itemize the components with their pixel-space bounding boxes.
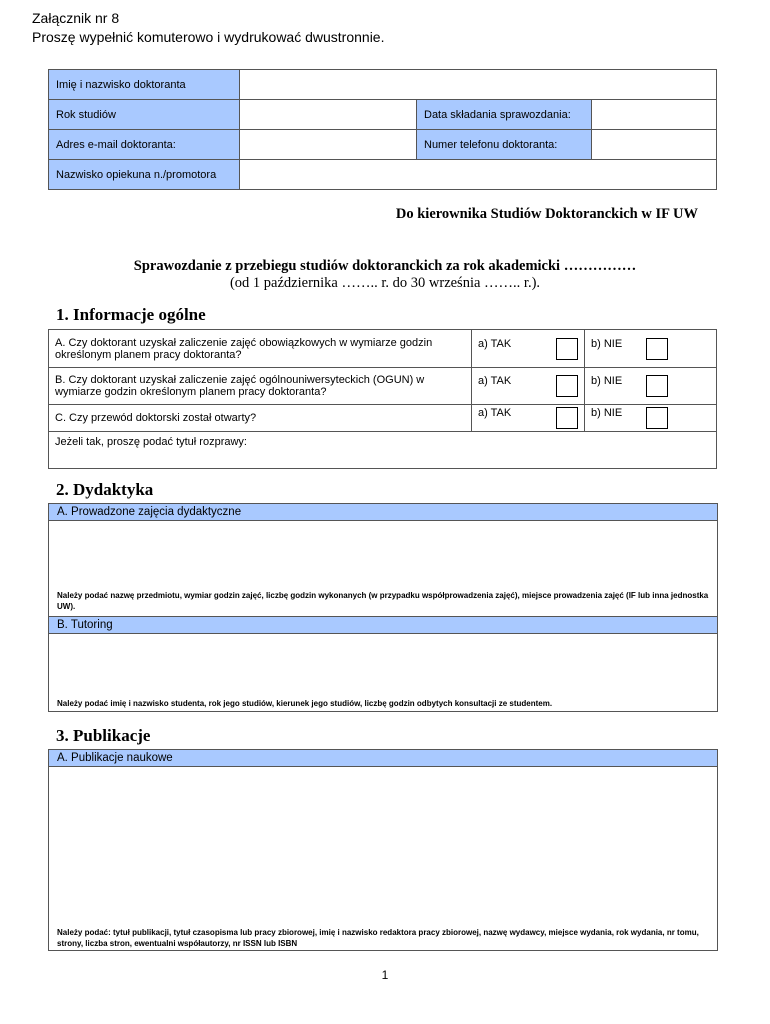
section-3-title: 3. Publikacje	[56, 726, 151, 745]
thesis-title-field[interactable]	[49, 432, 717, 469]
teaching-note: Należy podać nazwę przedmiotu, wymiar godzin zajęć, liczbę godzin wykonanych (w przypadku współprowadzenia zajęć), miejsce prowadzenia zajęć (IF lub inna jednostka UW).	[57, 591, 709, 611]
teaching-block	[48, 503, 718, 617]
supervisor-field[interactable]	[240, 160, 717, 190]
checkbox-no-c[interactable]	[646, 407, 668, 429]
section-2-title: 2. Dydaktyka	[56, 480, 154, 499]
addressee: Do kierownika Studiów Doktoranckich w IF UW	[395, 206, 698, 222]
no-label-b: b) NIE	[591, 375, 623, 387]
year-label: Rok studiów	[49, 100, 240, 130]
student-info-table	[48, 69, 717, 190]
email-label: Adres e-mail doktoranta:	[49, 130, 240, 160]
publications-field[interactable]	[49, 770, 717, 950]
yes-label-c: a) TAK	[478, 407, 512, 419]
phone-label: Numer telefonu doktoranta:	[417, 130, 592, 160]
page-number: 1	[381, 968, 389, 982]
yes-label-b: a) TAK	[478, 375, 512, 387]
date-field[interactable]	[592, 100, 717, 130]
email-field[interactable]	[240, 130, 417, 160]
name-label: Imię i nazwisko doktoranta	[49, 70, 240, 100]
yes-label-a: a) TAK	[478, 337, 512, 350]
report-period: (od 1 października …….. r. do 30 września …….. r.).	[229, 275, 541, 291]
general-info-table	[48, 329, 717, 469]
publications-label: A. Publikacje naukowe	[49, 750, 717, 767]
report-title: Sprawozdanie z przebiegu studiów doktoranckich za rok akademicki ……………	[133, 258, 637, 274]
publications-note: Należy podać: tytuł publikacji, tytuł czasopisma lub pracy zbiorowej, imię i nazwisko redaktora pracy zbiorowej, nazwę wydawcy, miejsce wydania, rok wydania, nr tomu, strony, liczba stron, ewentualni współautorzy, nr ISSN lub ISBN	[57, 928, 699, 948]
phone-field[interactable]	[592, 130, 717, 160]
question-b: B. Czy doktorant uzyskał zaliczenie zajęć ogólnouniwersyteckich (OGUN) w wymiarze godzin określonym planem pracy doktoranta?	[49, 368, 472, 405]
tutoring-block	[48, 616, 718, 712]
publications-block	[48, 749, 718, 951]
checkbox-no-b[interactable]	[646, 375, 668, 397]
checkbox-yes-a[interactable]	[556, 338, 578, 360]
date-label: Data składania sprawozdania:	[417, 100, 592, 130]
no-label-a: b) NIE	[591, 337, 623, 350]
name-field[interactable]	[240, 70, 717, 100]
supervisor-label: Nazwisko opiekuna n./promotora	[49, 160, 240, 190]
instructions: Proszę wypełnić komuterowo i wydrukować dwustronnie.	[32, 29, 385, 45]
question-a: A. Czy doktorant uzyskał zaliczenie zajęć obowiązkowych w wymiarze godzin określonym planem pracy doktoranta?	[49, 330, 472, 368]
checkbox-yes-c[interactable]	[556, 407, 578, 429]
no-label-c: b) NIE	[591, 407, 623, 419]
teaching-label: A. Prowadzone zajęcia dydaktyczne	[49, 504, 717, 521]
section-1-title: 1. Informacje ogólne	[56, 305, 206, 324]
year-field[interactable]	[240, 100, 417, 130]
tutoring-label: B. Tutoring	[49, 617, 717, 634]
thesis-prompt: Jeżeli tak, proszę podać tytuł rozprawy:	[55, 436, 247, 448]
tutoring-note: Należy podać imię i nazwisko studenta, rok jego studiów, kierunek jego studiów, liczbę godzin odbytych konsultacji ze studentem.	[57, 699, 553, 708]
question-c: C. Czy przewód doktorski został otwarty?	[49, 405, 472, 432]
checkbox-yes-b[interactable]	[556, 375, 578, 397]
checkbox-no-a[interactable]	[646, 338, 668, 360]
attachment-number: Załącznik nr 8	[32, 10, 120, 26]
